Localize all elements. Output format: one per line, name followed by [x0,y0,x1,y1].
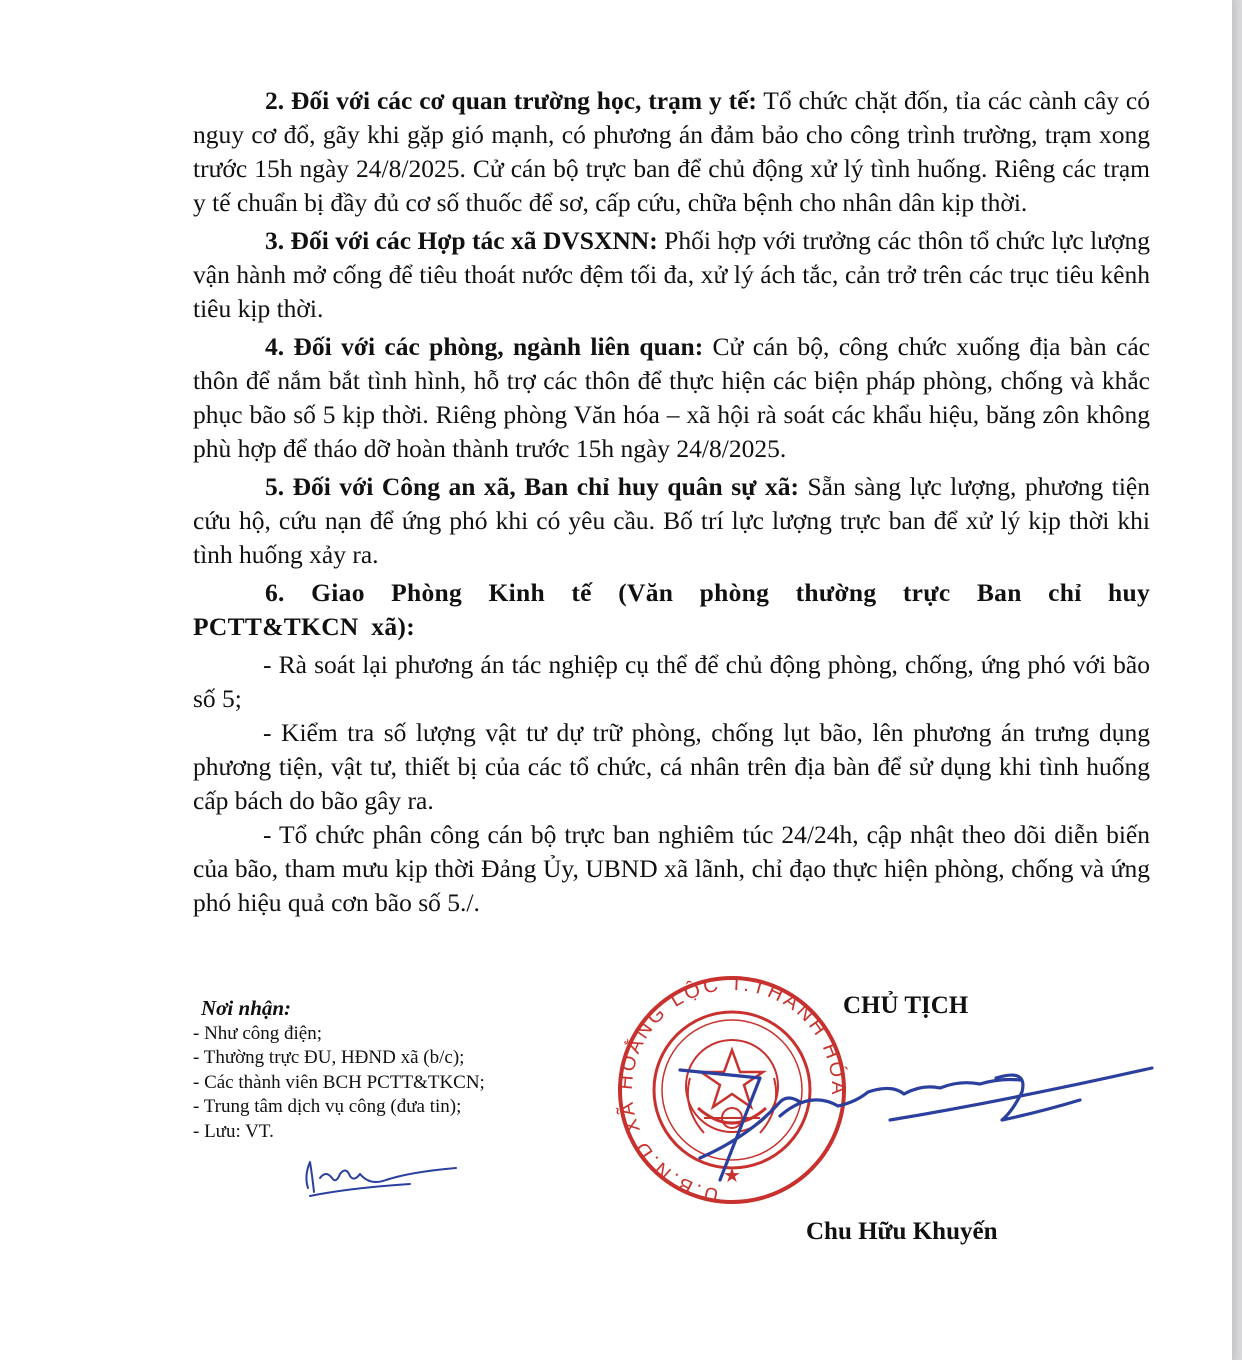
section-6-item: - Rà soát lại phương án tác nghiệp cụ thể để chủ động phòng, chống, ứng phó với bão số 5; [193,650,1150,713]
chairman-signature [660,1040,1160,1190]
recipients-block [193,996,613,1144]
section-4-body: Cử cán bộ, công chức xuống địa bàn các thôn để nắm bắt tình hình, hỗ trợ các thôn để thực hiện các biện pháp phòng, chống và khắc phục bão số 5 kịp thời. Riêng phòng Văn hóa – xã hội rà soát các khẩu hiệu, băng zôn không phù hợp để tháo dỡ hoàn thành trước 15h ngày 24/8/2025. [193,332,1150,463]
section-2-heading: 2. Đối với các cơ quan trường học, trạm y tế: [265,86,757,115]
section-2 [193,84,1150,220]
svg-text:★: ★ [723,1163,741,1187]
document-body [193,84,1150,920]
signer-name: Chu Hữu Khuyến [806,1218,998,1245]
section-4-heading: 4. Đối với các phòng, ngành liên quan: [265,332,704,361]
recipient-item: - Lưu: VT. [193,1120,274,1142]
recipients-title: Nơi nhận: [201,996,292,1020]
section-5-body: Sẵn sàng lực lượng, phương tiện cứu hộ, cứu nạn để ứng phó khi có yêu cầu. Bố trí lực lượng trực ban để xử lý kịp thời khi tình huống xảy ra. [193,472,1150,569]
section-4 [193,330,1150,466]
section-3-heading: 3. Đối với các Hợp tác xã DVSXNN: [265,226,658,255]
seal-text: U.B.N.D XÃ HOẰNG LỘC T.THANH HÓA [614,972,850,1207]
section-6-heading: 6. Giao Phòng Kinh tế (Văn phòng thường trực Ban chỉ huy PCTT&TKCN xã): [193,578,1150,641]
initial-signature [290,1148,470,1200]
recipients-list [193,1022,613,1145]
recipient-item: - Các thành viên BCH PCTT&TKCN; [193,1071,485,1093]
section-3-body: Phối hợp với trưởng các thôn tổ chức lực lượng vận hành mở cống để tiêu thoát nước đệm tối đa, xử lý ách tắc, cản trở trên các trục tiêu kênh tiêu kịp thời. [193,226,1150,323]
section-5 [193,470,1150,572]
recipient-item: - Trung tâm dịch vụ công (đưa tin); [193,1096,462,1117]
recipient-item: - Như công điện; [193,1022,323,1044]
section-3 [193,224,1150,326]
section-6-item: - Kiểm tra số lượng vật tư dự trữ phòng, chống lụt bão, lên phương án trưng dụng phương tiện, vật tư, thiết bị của các tổ chức, cá nhân trên địa bàn để sử dụng khi tình huống cấp bách do bão gây ra. [193,718,1150,815]
signer-title: CHỦ TỊCH [843,992,969,1019]
section-6 [193,576,1150,644]
section-6-item: - Tổ chức phân công cán bộ trực ban nghiêm túc 24/24h, cập nhật theo dõi diễn biến của bão, tham mưu kịp thời Đảng Ủy, UBND xã lãnh, chỉ đạo thực hiện phòng, chống và ứng phó hiệu quả cơn bão số 5./. [193,820,1150,917]
recipient-item: - Thường trực ĐU, HĐND xã (b/c); [193,1047,465,1068]
section-2-body: Tổ chức chặt đốn, tỉa các cành cây có nguy cơ đổ, gãy khi gặp gió mạnh, có phương án đảm bảo cho công trình trường, trạm xong trước 15h ngày 24/8/2025. Cử cán bộ trực ban để chủ động xử lý tình huống. Riêng các trạm y tế chuẩn bị đầy đủ cơ số thuốc để sơ, cấp cứu, chữa bệnh cho nhân dân kịp thời. [193,86,1151,217]
section-5-heading: 5. Đối với Công an xã, Ban chỉ huy quân sự xã: [265,472,799,501]
